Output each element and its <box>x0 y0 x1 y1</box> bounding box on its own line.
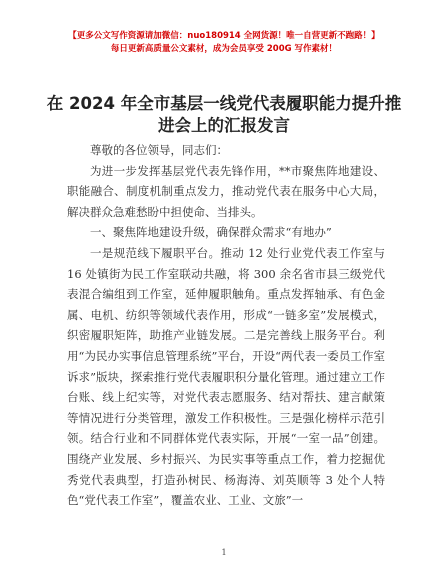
page-number: 1 <box>221 548 227 557</box>
document-body <box>67 140 385 511</box>
intro-paragraph: 为进一步发挥基层党代表先锋作用，**市聚焦阵地建设、职能融合、制度机制重点发力，推动党代表在服务中心大局，解决群众急难愁盼中担使命、当排头。 <box>67 163 385 219</box>
promo-line-1: 【更多公文写作资源请加微信：nuo180914 全网货源！唯一自营更新不跑路！】 <box>68 31 380 41</box>
salutation: 尊敬的各位领导，同志们： <box>90 143 228 157</box>
promo-banner <box>0 30 448 56</box>
promo-line-2: 每日更新高质量公文素材，成为会员享受 200G 写作素材！ <box>110 44 338 54</box>
section-paragraph: 一是规范线下履职平台。推动 12 处行业党代表工作室与 16 处镇街为民工作室联动共融，将 300 余名省市县三级党代表混合编组到工作室，延伸履职触角。重点发挥轴承、有色金属、电机、纺织等领域代表作用，形成“一链多室”发展模式，织密履职矩阵，助推产业链发展。二是完善线上服务平台。利用“为民办实事信息管理系统”平台，开设“两代表一委员工作室诉求”版块，探索推行党代表履职积分量化管理。通过建立工作台账、线上纪实等，对党代表志愿服务、结对帮扶、建言献策等情况进行分类管理，激发工作积极性。三是强化榜样示范引领。结合行业和不同群体党代表实际，开展“一室一品”创建。围绕产业发展、乡村振兴、为民实事等重点工作，着力挖掘优秀党代表典型，打造孙树民、杨海涛、刘英顺等 3 处个人特色“党代表工作室”，覆盖农业、工业、文旅”一 <box>67 245 385 508</box>
section-heading: 一、聚焦阵地建设升级，确保群众需求“有地办” <box>90 225 332 240</box>
document-title: 在 2024 年全市基层一线党代表履职能力提升推进会上的汇报发言 <box>46 94 402 135</box>
